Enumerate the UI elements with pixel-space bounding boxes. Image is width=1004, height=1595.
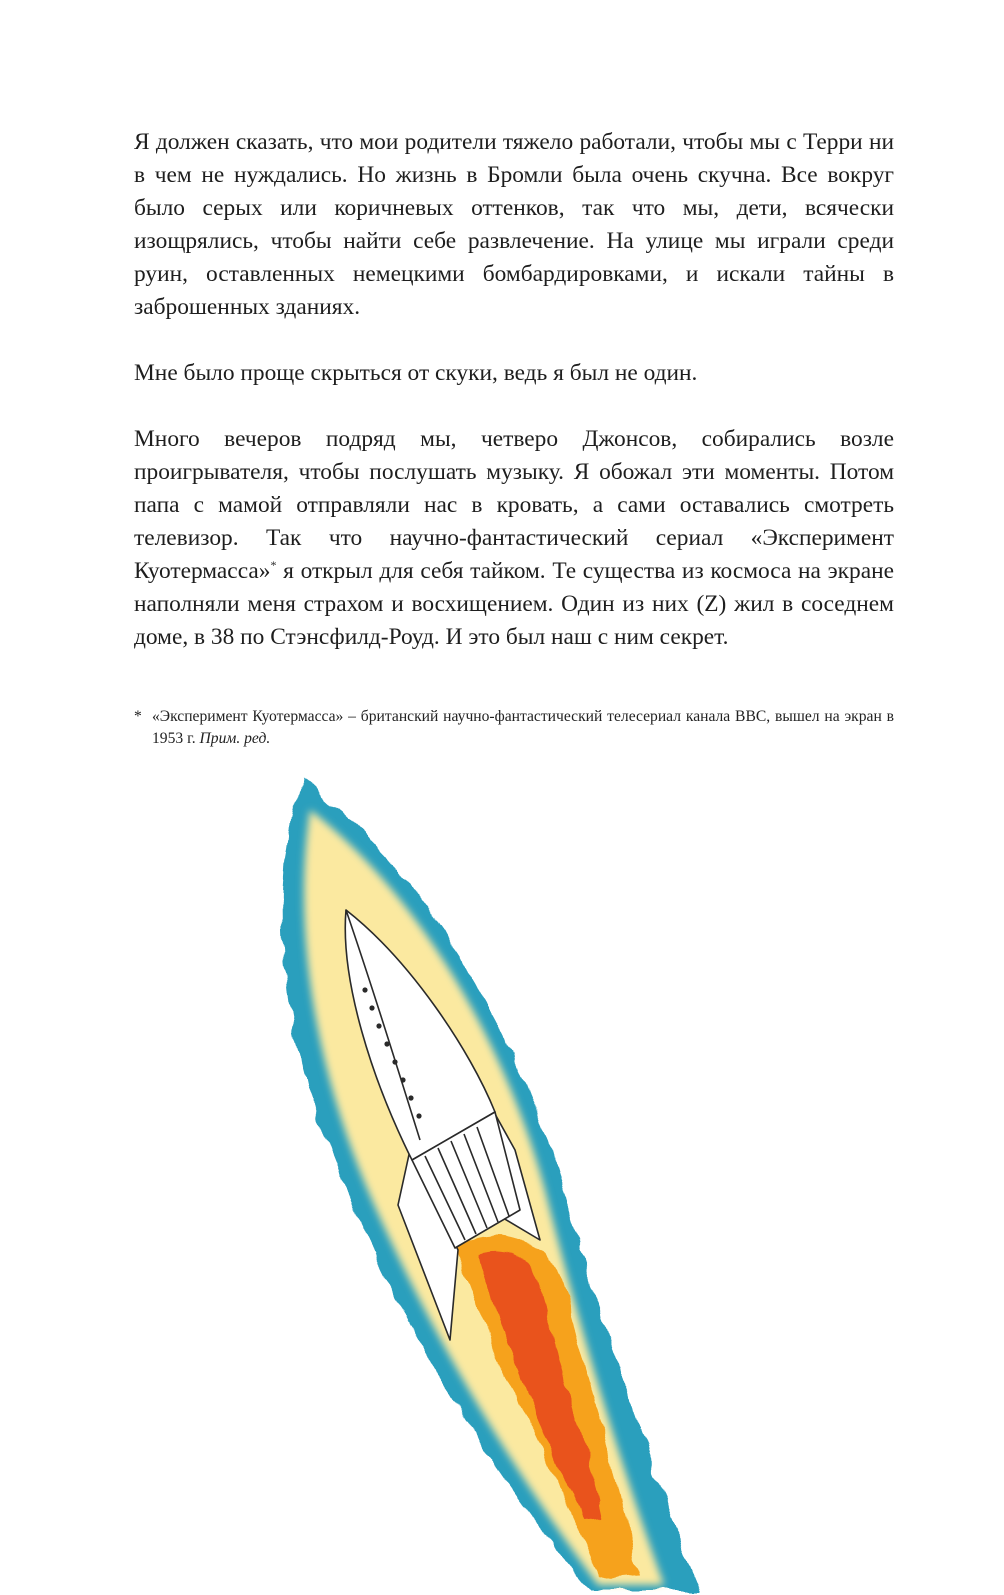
- porthole: [369, 1005, 374, 1010]
- porthole: [400, 1077, 405, 1082]
- footnote-editor-note: Прим. ред.: [199, 730, 271, 747]
- porthole: [408, 1095, 413, 1100]
- paragraph-2: Мне было проще скрыться от скуки, ведь я был не один.: [134, 360, 698, 386]
- main-text: [134, 126, 894, 654]
- porthole: [416, 1113, 421, 1118]
- footnote-reference-marker: *: [270, 558, 277, 572]
- footnote-text: «Эксперимент Куотермасса» – британский научно-фантастический телесериал канала BBC, вышел на экран в 1953 г.: [152, 708, 894, 747]
- porthole: [376, 1023, 381, 1028]
- footnote-marker: *: [134, 708, 142, 725]
- paragraph-3-part-2: я открыл для себя тайком. Те существа из космоса на экране наполняли меня страхом и восхищением. Один из них (Z) жил в соседнем доме, в 38 по Стэнсфилд-Роуд. И это был наш с ним секрет.: [134, 558, 894, 650]
- footnote: [134, 706, 894, 750]
- porthole: [384, 1041, 389, 1046]
- porthole: [362, 987, 367, 992]
- paragraph-3: [134, 423, 894, 654]
- paragraph-3-part-1: Много вечеров подряд мы, четверо Джонсов, собирались возле проигрывателя, чтобы послушать музыку. Я обожал эти моменты. Потом папа с мамой отправляли нас в кровать, а сами оставались смотреть телевизор. Так что научно-фантастический сериал «Эксперимент Куотермасса»: [134, 426, 894, 584]
- rocket-illustration: [0, 760, 1004, 1595]
- footnote-body: [134, 706, 894, 750]
- paragraph-1: Я должен сказать, что мои родители тяжело работали, чтобы мы с Терри ни в чем не нуждались. Но жизнь в Бромли была очень скучна. Все вокруг было серых или коричневых оттенков, так что мы, дети, всячески изощрялись, чтобы найти себе развлечение. На улице мы играли среди руин, оставленных немецкими бомбардировками, и искали тайны в заброшенных зданиях.: [134, 129, 894, 320]
- porthole: [392, 1059, 397, 1064]
